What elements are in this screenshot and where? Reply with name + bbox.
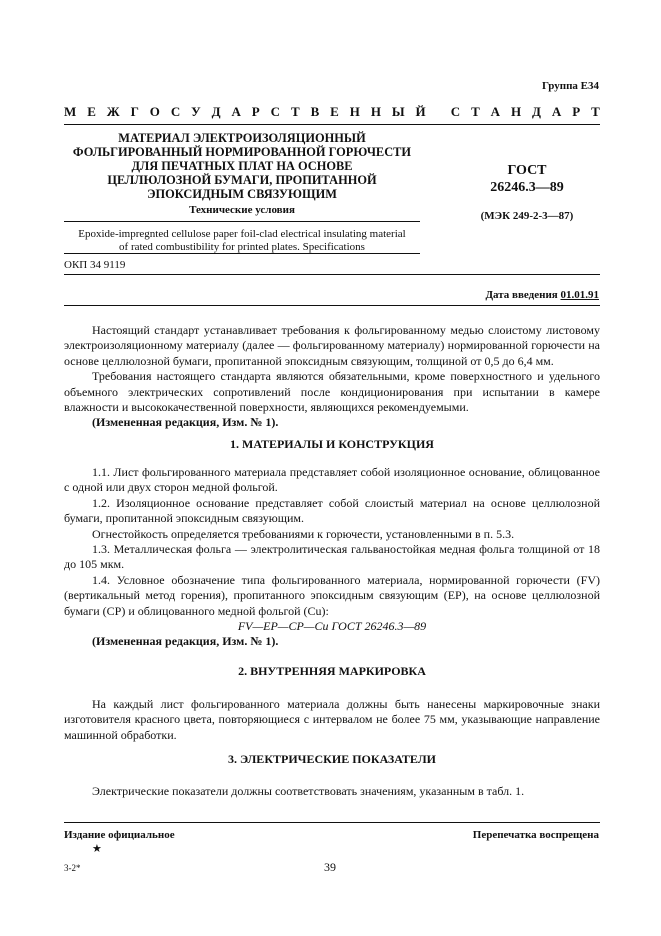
standard-title-letter: А <box>551 104 562 119</box>
document-title <box>64 131 420 201</box>
standard-title-letter: Г <box>130 104 139 119</box>
official-edition: Издание официальное <box>64 829 175 841</box>
title-line: ФОЛЬГИРОВАННЫЙ НОРМИРОВАННОЙ ГОРЮЧЕСТИ <box>72 145 412 159</box>
standard-title-letter: М <box>64 104 77 119</box>
standard-title-letter: Н <box>510 104 522 119</box>
paragraph: Настоящий стандарт устанавливает требования к фольгированному медью слоистому листовому электроизоляционному материалу (далее — фольгированному материалу) нормированной горючести на основе целлюлозной бумаги, пропитанной эпоксидным связующим, толщиной от 0,5 до 6,4 мм. <box>64 323 600 368</box>
gost-label: ГОСТ <box>507 163 547 178</box>
standard-title-letter: Т <box>591 104 600 119</box>
standard-title-letter: Т <box>290 104 300 119</box>
iec-reference: (МЭК 249-2-3—87) <box>480 210 574 222</box>
section-heading: 1. МАТЕРИАЛЫ И КОНСТРУКЦИЯ <box>230 437 434 451</box>
standard-title-letter: Е <box>330 104 339 119</box>
standard-title-letter: А <box>490 104 501 119</box>
page-number: 39 <box>324 860 336 874</box>
paragraph: 1.3. Металлическая фольга — электролитическая гальваностойкая медная фольга толщиной от 18 до 105 мкм. <box>64 542 600 572</box>
english-title-line: of rated combustibility for printed plates. Specifications <box>119 241 365 253</box>
paragraph: 1.2. Изоляционное основание представляет собой слоистый материал на основе целлюлозной бумаги, пропитанной эпоксидным связующим. <box>64 495 600 526</box>
section-heading: 2. ВНУТРЕННЯЯ МАРКИРОВКА <box>238 664 426 678</box>
title-line: ЭПОКСИДНЫМ СВЯЗУЮЩИМ <box>147 187 337 201</box>
paragraph: Огнестойкость определяется требованиями к горючести, установленными в п. 5.3. <box>92 526 515 541</box>
date-divider <box>64 305 600 306</box>
okp-code: ОКП 34 9119 <box>64 259 126 271</box>
title-line: ДЛЯ ПЕЧАТНЫХ ПЛАТ НА ОСНОВЕ <box>131 159 353 173</box>
standard-title-letter: Р <box>251 104 260 119</box>
group-code: Группа Е34 <box>541 80 599 92</box>
document-subtitle: Технические условия <box>189 204 295 216</box>
standard-title-letter: А <box>231 104 241 119</box>
standard-title-letter: Р <box>572 104 581 119</box>
section-2-text <box>64 697 600 743</box>
block-divider <box>64 274 600 275</box>
standard-title-letter: Д <box>532 104 541 119</box>
footer-divider <box>64 822 600 823</box>
standard-title-letter: В <box>310 104 320 119</box>
standard-title-letter: Ы <box>391 104 405 119</box>
section-1-text <box>64 465 600 650</box>
gost-number: 26246.3—89 <box>490 180 564 195</box>
standard-type-title <box>64 104 600 120</box>
introduction-date <box>485 289 599 301</box>
standard-title-letter: О <box>149 104 160 119</box>
intro-text <box>64 323 600 431</box>
signature-mark: 3-2* <box>64 863 81 873</box>
paragraph: Требования настоящего стандарта являются обязательными, кроме поверхностного и удельного объемного электрических сопротивлений после кондиционирования при испытании в камере влажности и высококачественной поверхности, являющихся рекомендуемыми. <box>64 369 600 415</box>
amendment-note: (Измененная редакция, Изм. № 1). <box>92 415 279 430</box>
standard-title-letter: Д <box>211 104 221 119</box>
header-divider <box>64 124 600 125</box>
standard-title-letter: У <box>191 104 201 119</box>
standard-title-letter: С <box>270 104 281 119</box>
section-heading: 3. ЭЛЕКТРИЧЕСКИЕ ПОКАЗАТЕЛИ <box>227 752 437 766</box>
paragraph: На каждый лист фольгированного материала должны быть нанесены маркировочные знаки изготовителя красного цвета, повторяющиеся с интервалом не более 75 мм, указывающие направление машинной обработки. <box>64 697 600 742</box>
standard-title-letter: Й <box>415 104 426 119</box>
section-3-text <box>64 784 600 799</box>
english-divider <box>64 253 420 254</box>
paragraph: Электрические показатели должны соответствовать значениям, указанным в табл. 1. <box>92 784 525 798</box>
standard-title-letter: Н <box>370 104 381 119</box>
standard-title-letter: Н <box>349 104 360 119</box>
designation-formula: FV—EP—CP—Cu ГОСТ 26246.3—89 <box>237 619 427 634</box>
paragraph: 1.4. Условное обозначение типа фольгированного материала, нормированной горючести (FV) (вертикальный метод горения), пропитанного эпоксидным связующим (EP), на основе целлюлозной бумаги (CP) и облицованного медной фольгой (Cu): <box>64 572 600 618</box>
standard-title-letter: С <box>450 104 461 119</box>
english-title <box>64 228 420 254</box>
gost-designation <box>452 162 602 196</box>
date-value: 01.01.91 <box>560 289 599 301</box>
standard-title-letter <box>437 104 440 120</box>
title-line: ЦЕЛЛЮЛОЗНОЙ БУМАГИ, ПРОПИТАННОЙ <box>107 173 377 187</box>
english-title-line: Epoxide-impregnted cellulose paper foil-clad electrical insulating material <box>78 228 406 240</box>
standard-title-letter: Ж <box>106 104 120 119</box>
date-label: Дата введения <box>485 289 558 301</box>
title-divider <box>64 221 420 222</box>
amendment-note: (Измененная редакция, Изм. № 1). <box>92 634 279 649</box>
paragraph: 1.1. Лист фольгированного материала представляет собой изоляционное основание, облицованное с одной или двух сторон медной фольгой. <box>64 465 600 495</box>
title-line: МАТЕРИАЛ ЭЛЕКТРОИЗОЛЯЦИОННЫЙ <box>118 131 366 145</box>
standard-title-letter: С <box>170 104 181 119</box>
reprint-prohibited: Перепечатка воспрещена <box>472 829 599 841</box>
standard-title-letter: Т <box>471 104 480 119</box>
star-icon: ★ <box>92 843 102 855</box>
standard-title-letter: Е <box>87 104 96 119</box>
